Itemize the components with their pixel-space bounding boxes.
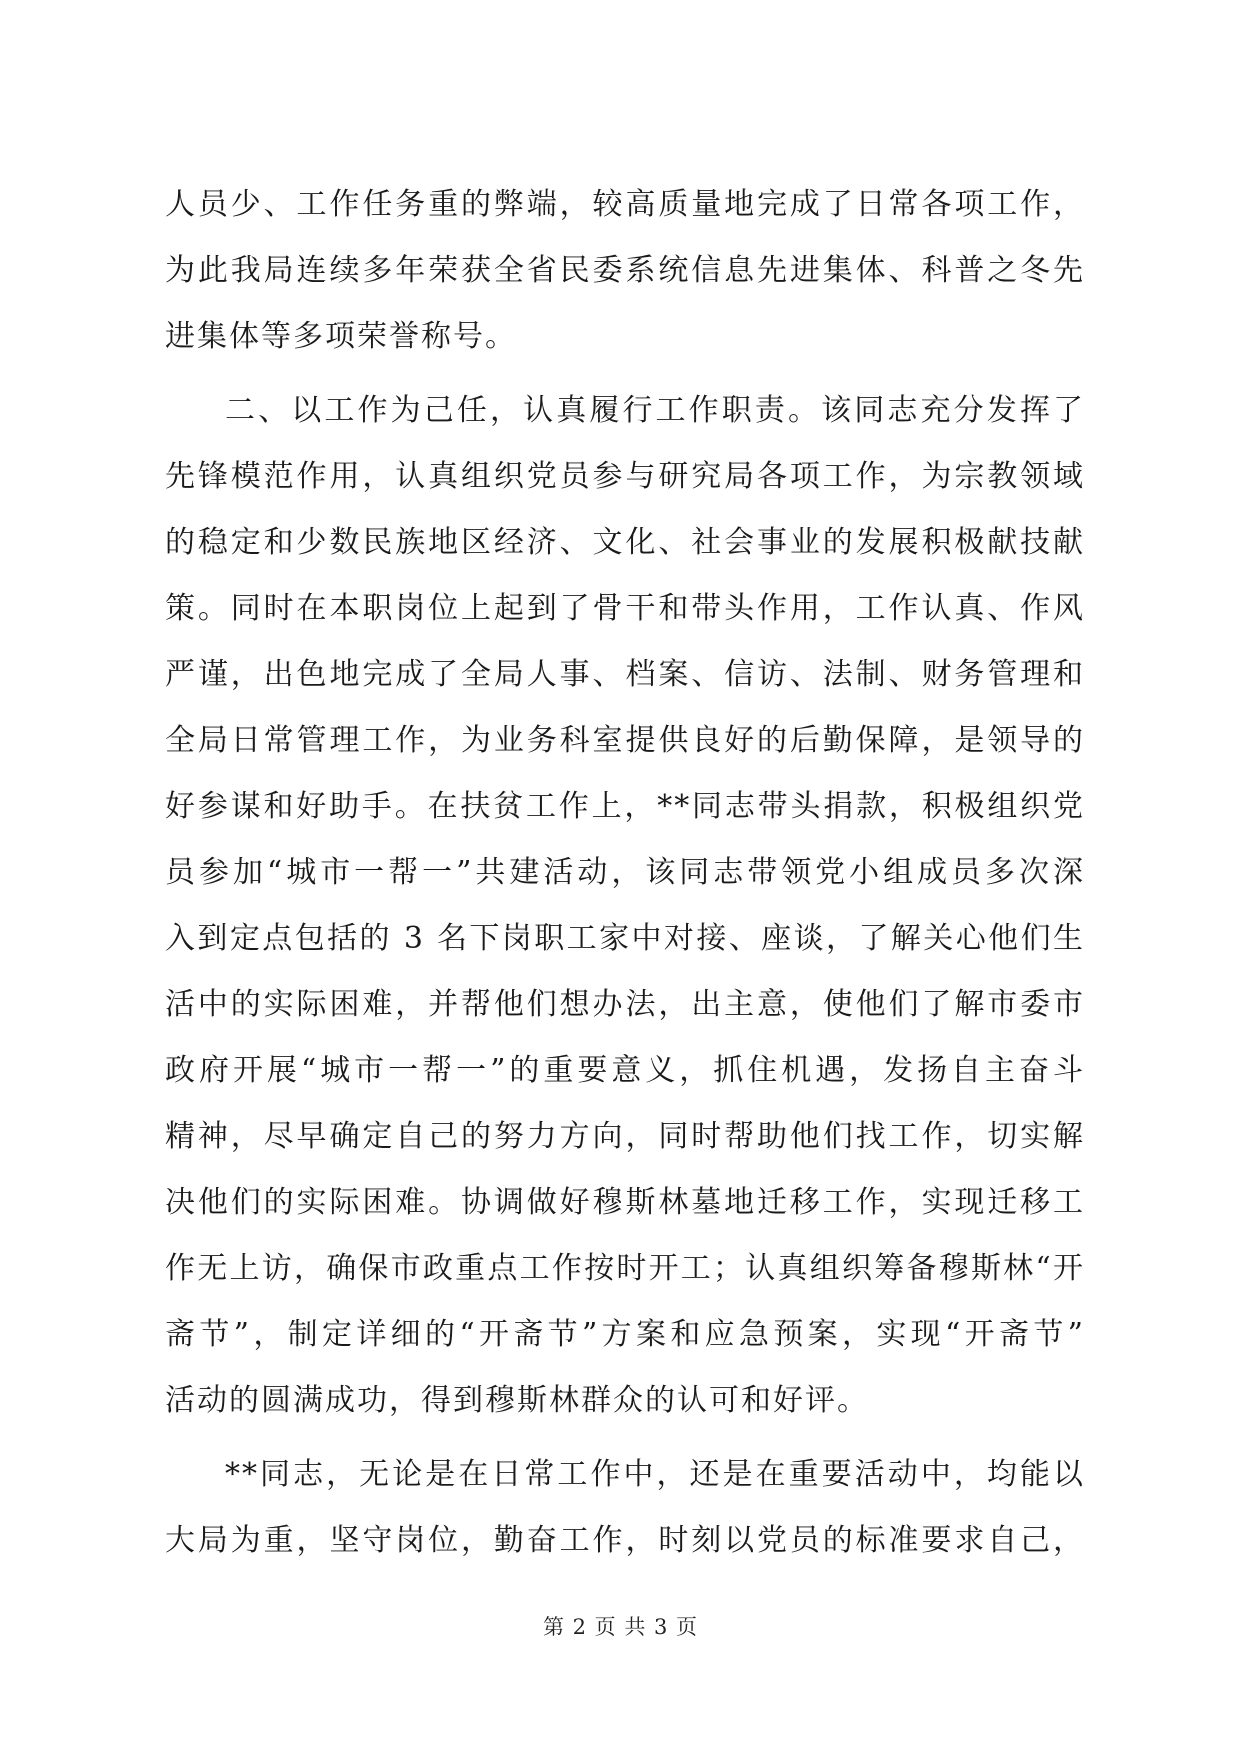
document-body bbox=[165, 172, 1085, 1574]
text-line: 为此我局连续多年荣获全省民委系统信息先进集体、科普之冬先 bbox=[165, 253, 1085, 288]
paragraph-3 bbox=[165, 1442, 1085, 1574]
text-line: 活动的圆满成功，得到穆斯林群众的认可和好评。 bbox=[165, 1383, 869, 1418]
text-line: 大局为重，坚守岗位，勤奋工作，时刻以党员的标准要求自己， bbox=[165, 1523, 1085, 1558]
page-number: 第 2 页 共 3 页 bbox=[542, 1615, 699, 1639]
text-line: 活中的实际困难，并帮他们想办法，出主意，使他们了解市委市 bbox=[165, 987, 1085, 1022]
text-line: **同志，无论是在日常工作中，还是在重要活动中，均能以 bbox=[225, 1457, 1085, 1492]
text-line: 的稳定和少数民族地区经济、文化、社会事业的发展积极献技献 bbox=[165, 525, 1085, 560]
text-line: 员参加“城市一帮一”共建活动，该同志带领党小组成员多次深 bbox=[165, 855, 1085, 890]
paragraph-2 bbox=[165, 378, 1085, 1434]
text-line: 全局日常管理工作，为业务科室提供良好的后勤保障，是领导的 bbox=[165, 723, 1085, 758]
text-line: 斋节”，制定详细的“开斋节”方案和应急预案，实现“开斋节” bbox=[165, 1317, 1085, 1352]
text-line: 入到定点包括的 3 名下岗职工家中对接、座谈，了解关心他们生 bbox=[165, 921, 1085, 956]
text-line: 决他们的实际困难。协调做好穆斯林墓地迁移工作，实现迁移工 bbox=[165, 1185, 1085, 1220]
text-line: 二、以工作为己任，认真履行工作职责。该同志充分发挥了 bbox=[225, 393, 1085, 428]
text-line: 人员少、工作任务重的弊端，较高质量地完成了日常各项工作， bbox=[165, 187, 1085, 222]
text-line: 精神，尽早确定自己的努力方向，同时帮助他们找工作，切实解 bbox=[165, 1119, 1085, 1154]
paragraph-1 bbox=[165, 172, 1085, 370]
text-line: 进集体等多项荣誉称号。 bbox=[165, 319, 517, 354]
text-line: 政府开展“城市一帮一”的重要意义，抓住机遇，发扬自主奋斗 bbox=[165, 1053, 1085, 1088]
page-footer bbox=[0, 1612, 1241, 1642]
text-line: 作无上访，确保市政重点工作按时开工；认真组织筹备穆斯林“开 bbox=[165, 1251, 1085, 1286]
text-line: 策。同时在本职岗位上起到了骨干和带头作用，工作认真、作风 bbox=[165, 591, 1085, 626]
text-line: 好参谋和好助手。在扶贫工作上，**同志带头捐款，积极组织党 bbox=[165, 789, 1085, 824]
text-line: 先锋模范作用，认真组织党员参与研究局各项工作，为宗教领域 bbox=[165, 459, 1085, 494]
text-line: 严谨，出色地完成了全局人事、档案、信访、法制、财务管理和 bbox=[165, 657, 1085, 692]
